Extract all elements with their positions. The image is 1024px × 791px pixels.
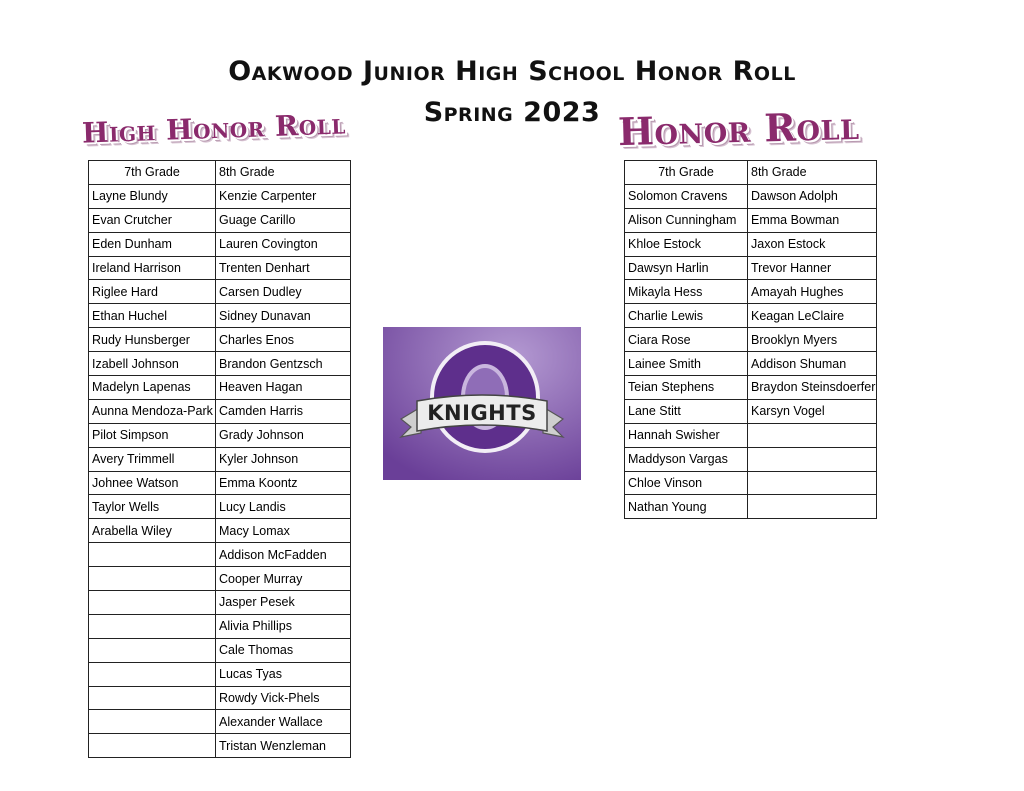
table-row bbox=[625, 232, 877, 256]
grade7-student bbox=[89, 662, 216, 686]
grade7-student: Maddyson Vargas bbox=[625, 447, 748, 471]
grade8-student: Tristan Wenzleman bbox=[216, 734, 351, 758]
table-row bbox=[89, 614, 351, 638]
grade7-student: Alison Cunningham bbox=[625, 208, 748, 232]
table-row bbox=[89, 495, 351, 519]
grade7-student bbox=[89, 567, 216, 591]
table-row bbox=[89, 591, 351, 615]
table-row bbox=[89, 734, 351, 758]
grade8-student: Lauren Covington bbox=[216, 232, 351, 256]
grade7-student: Nathan Young bbox=[625, 495, 748, 519]
table-row bbox=[625, 256, 877, 280]
grade7-student bbox=[89, 543, 216, 567]
grade7-student: Madelyn Lapenas bbox=[89, 376, 216, 400]
grade8-student bbox=[748, 495, 877, 519]
table-row bbox=[89, 208, 351, 232]
table-row bbox=[89, 567, 351, 591]
grade8-student: Addison McFadden bbox=[216, 543, 351, 567]
table-row bbox=[625, 184, 877, 208]
grade8-student: Braydon Steinsdoerfer bbox=[748, 376, 877, 400]
table-row bbox=[89, 447, 351, 471]
column-header-7th-grade: 7th Grade bbox=[89, 161, 216, 185]
grade8-student: Kyler Johnson bbox=[216, 447, 351, 471]
grade7-student: Teian Stephens bbox=[625, 376, 748, 400]
grade7-student: Arabella Wiley bbox=[89, 519, 216, 543]
grade8-student: Karsyn Vogel bbox=[748, 399, 877, 423]
table-row bbox=[89, 543, 351, 567]
grade7-student: Evan Crutcher bbox=[89, 208, 216, 232]
table-row bbox=[89, 519, 351, 543]
grade7-student: Chloe Vinson bbox=[625, 471, 748, 495]
grade8-student bbox=[748, 471, 877, 495]
table-row bbox=[625, 208, 877, 232]
grade7-student bbox=[89, 614, 216, 638]
grade7-student: Lane Stitt bbox=[625, 399, 748, 423]
table-row bbox=[89, 423, 351, 447]
grade7-student: Taylor Wells bbox=[89, 495, 216, 519]
honor-roll-heading: Honor Roll bbox=[617, 102, 860, 155]
grade7-student: Johnee Watson bbox=[89, 471, 216, 495]
table-row bbox=[625, 447, 877, 471]
table-row bbox=[625, 304, 877, 328]
grade8-student: Guage Carillo bbox=[216, 208, 351, 232]
column-header-8th-grade: 8th Grade bbox=[216, 161, 351, 185]
grade7-student: Ethan Huchel bbox=[89, 304, 216, 328]
grade8-student: Dawson Adolph bbox=[748, 184, 877, 208]
table-row bbox=[625, 376, 877, 400]
table-row bbox=[625, 280, 877, 304]
table-row bbox=[89, 399, 351, 423]
grade7-student bbox=[89, 638, 216, 662]
grade7-student: Dawsyn Harlin bbox=[625, 256, 748, 280]
table-row bbox=[89, 686, 351, 710]
grade8-student: Jaxon Estock bbox=[748, 232, 877, 256]
grade8-student: Jasper Pesek bbox=[216, 591, 351, 615]
table-row bbox=[89, 710, 351, 734]
grade8-student: Kenzie Carpenter bbox=[216, 184, 351, 208]
grade7-student: Mikayla Hess bbox=[625, 280, 748, 304]
grade7-student: Ireland Harrison bbox=[89, 256, 216, 280]
grade8-student: Emma Bowman bbox=[748, 208, 877, 232]
table-header-row bbox=[625, 161, 877, 185]
grade8-student: Carsen Dudley bbox=[216, 280, 351, 304]
grade7-student bbox=[89, 734, 216, 758]
knights-logo bbox=[383, 327, 581, 480]
grade8-student: Charles Enos bbox=[216, 328, 351, 352]
table-row bbox=[89, 376, 351, 400]
grade8-student: Brooklyn Myers bbox=[748, 328, 877, 352]
table-row bbox=[89, 352, 351, 376]
grade8-student: Heaven Hagan bbox=[216, 376, 351, 400]
grade8-student: Emma Koontz bbox=[216, 471, 351, 495]
grade7-student: Layne Blundy bbox=[89, 184, 216, 208]
grade8-student: Trevor Hanner bbox=[748, 256, 877, 280]
grade7-student: Solomon Cravens bbox=[625, 184, 748, 208]
high-honor-roll-heading: High Honor Roll bbox=[81, 107, 347, 150]
grade7-student: Eden Dunham bbox=[89, 232, 216, 256]
grade8-student: Cale Thomas bbox=[216, 638, 351, 662]
grade7-student: Ciara Rose bbox=[625, 328, 748, 352]
grade8-student: Alivia Phillips bbox=[216, 614, 351, 638]
grade8-student bbox=[748, 447, 877, 471]
grade8-student: Addison Shuman bbox=[748, 352, 877, 376]
grade7-student: Pilot Simpson bbox=[89, 423, 216, 447]
grade8-student: Amayah Hughes bbox=[748, 280, 877, 304]
table-row bbox=[89, 184, 351, 208]
grade8-student: Grady Johnson bbox=[216, 423, 351, 447]
grade8-student: Keagan LeClaire bbox=[748, 304, 877, 328]
logo-banner-text: KNIGHTS bbox=[427, 401, 537, 425]
grade8-student: Macy Lomax bbox=[216, 519, 351, 543]
grade7-student: Izabell Johnson bbox=[89, 352, 216, 376]
table-row bbox=[89, 304, 351, 328]
grade8-student: Lucy Landis bbox=[216, 495, 351, 519]
grade8-student: Brandon Gentzsch bbox=[216, 352, 351, 376]
grade7-student: Khloe Estock bbox=[625, 232, 748, 256]
grade8-student: Rowdy Vick-Phels bbox=[216, 686, 351, 710]
page-subtitle: Spring 2023 bbox=[423, 97, 601, 128]
table-row bbox=[625, 352, 877, 376]
table-row bbox=[625, 423, 877, 447]
grade7-student: Avery Trimmell bbox=[89, 447, 216, 471]
table-row bbox=[625, 495, 877, 519]
table-row bbox=[89, 256, 351, 280]
grade7-student: Rudy Hunsberger bbox=[89, 328, 216, 352]
grade7-student bbox=[89, 710, 216, 734]
table-row bbox=[89, 280, 351, 304]
column-header-8th-grade: 8th Grade bbox=[748, 161, 877, 185]
table-row bbox=[89, 471, 351, 495]
grade8-student: Lucas Tyas bbox=[216, 662, 351, 686]
grade8-student bbox=[748, 423, 877, 447]
grade7-student bbox=[89, 686, 216, 710]
grade7-student: Lainee Smith bbox=[625, 352, 748, 376]
grade8-student: Sidney Dunavan bbox=[216, 304, 351, 328]
grade7-student: Aunna Mendoza-Park bbox=[89, 399, 216, 423]
table-row bbox=[89, 638, 351, 662]
table-row bbox=[625, 399, 877, 423]
table-row bbox=[89, 662, 351, 686]
column-header-7th-grade: 7th Grade bbox=[625, 161, 748, 185]
table-row bbox=[625, 328, 877, 352]
grade8-student: Camden Harris bbox=[216, 399, 351, 423]
grade7-student: Riglee Hard bbox=[89, 280, 216, 304]
table-row bbox=[89, 328, 351, 352]
high-honor-roll-table bbox=[88, 160, 351, 758]
page-title: Oakwood Junior High School Honor Roll bbox=[228, 56, 796, 87]
grade8-student: Cooper Murray bbox=[216, 567, 351, 591]
grade8-student: Alexander Wallace bbox=[216, 710, 351, 734]
honor-roll-table bbox=[624, 160, 877, 519]
grade7-student bbox=[89, 591, 216, 615]
table-row bbox=[625, 471, 877, 495]
grade7-student: Hannah Swisher bbox=[625, 423, 748, 447]
table-row bbox=[89, 232, 351, 256]
grade8-student: Trenten Denhart bbox=[216, 256, 351, 280]
grade7-student: Charlie Lewis bbox=[625, 304, 748, 328]
table-header-row bbox=[89, 161, 351, 185]
